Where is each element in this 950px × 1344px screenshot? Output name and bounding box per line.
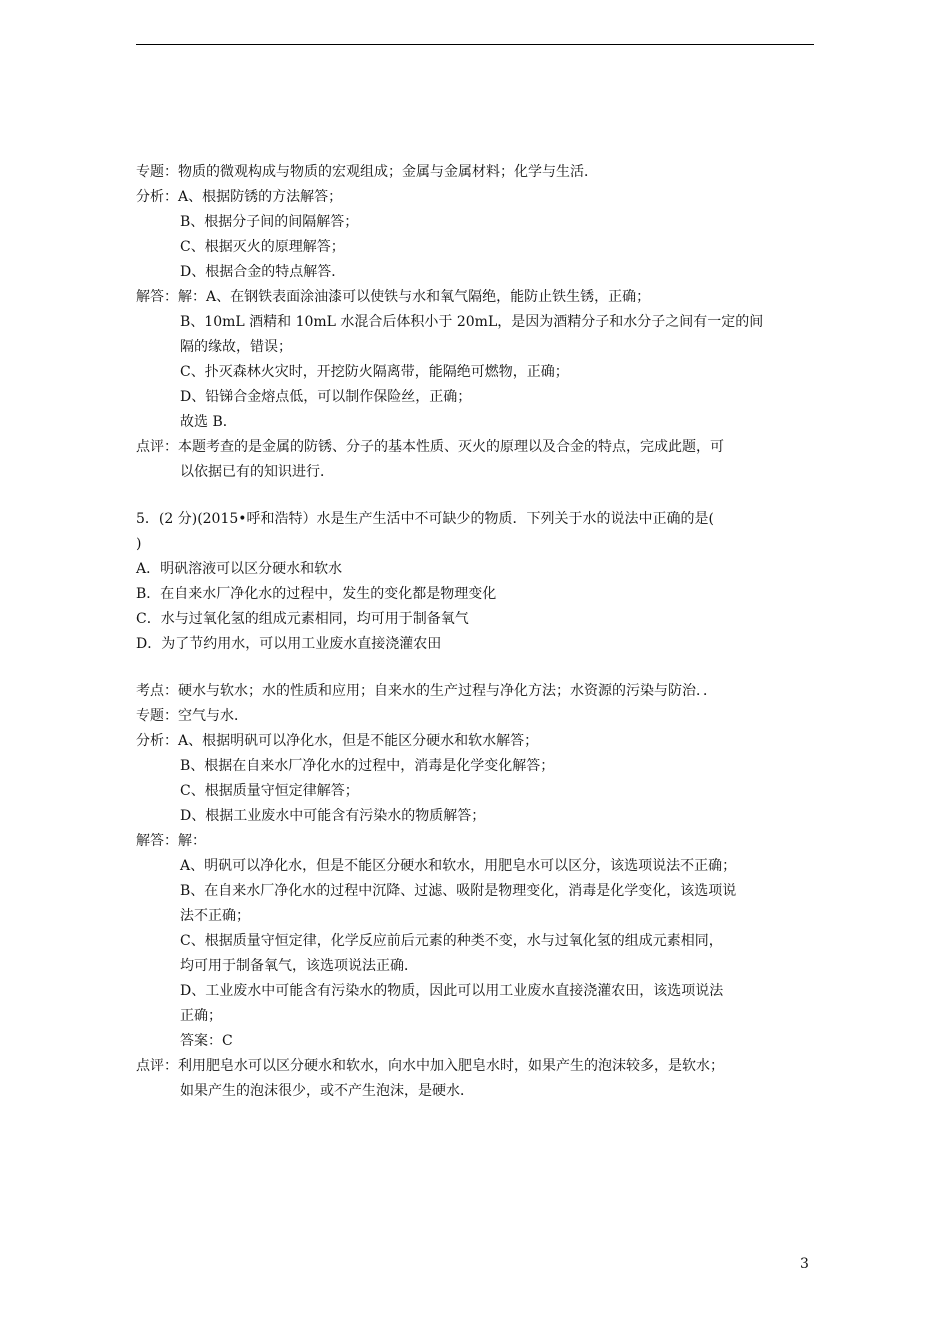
answer-line: 均可用于制备氧气，该选项说法正确． (180, 958, 418, 974)
analysis-line: D、根据合金的特点解答． (180, 264, 346, 280)
analysis-line: B、根据分子间的间隔解答； (180, 214, 359, 230)
answer-line: C、扑灭森林火灾时，开挖防火隔离带，能隔绝可燃物，正确； (180, 364, 569, 380)
answer-line: B、10mL 酒精和 10mL 水混合后体积小于 20mL，是因为酒精分子和水分子之间有一定的间 (180, 314, 764, 330)
answer-line: C、根据质量守恒定律，化学反应前后元素的种类不变，水与过氧化氢的组成元素相同， (180, 933, 723, 949)
analysis-line: B、根据在自来水厂净化水的过程中，消毒是化学变化解答； (180, 758, 555, 774)
topic-line: 专题：空气与水． (136, 708, 248, 724)
page-number: 3 (800, 1256, 809, 1272)
comment-line: 以依据已有的知识进行． (180, 464, 334, 480)
answer-line: 答案：C (180, 1033, 233, 1049)
analysis-line: D、根据工业废水中可能含有污染水的物质解答； (180, 808, 486, 824)
knowledge-point-line: 考点：硬水与软水；水的性质和应用；自来水的生产过程与净化方法；水资源的污染与防治．． (136, 683, 717, 699)
answer-line: 故选 B． (180, 414, 237, 430)
option-c: C．水与过氧化氢的组成元素相同，均可用于制备氧气 (136, 611, 469, 627)
answer-line: 正确； (180, 1008, 222, 1024)
header-rule (136, 44, 814, 45)
answer-line: 隔的缘故，错误； (180, 339, 292, 355)
option-b: B．在自来水厂净化水的过程中，发生的变化都是物理变化 (136, 586, 497, 602)
answer-line: A、明矾可以净化水，但是不能区分硬水和软水，用肥皂水可以区分，该选项说法不正确； (180, 858, 737, 874)
answer-line: B、在自来水厂净化水的过程中沉降、过滤、吸附是物理变化，消毒是化学变化，该选项说 (180, 883, 737, 899)
comment-line: 点评：利用肥皂水可以区分硬水和软水，向水中加入肥皂水时，如果产生的泡沫较多，是软水； (136, 1058, 724, 1074)
option-d: D．为了节约用水，可以用工业废水直接浇灌农田 (136, 636, 442, 652)
answer-line: 法不正确； (180, 908, 250, 924)
comment-line: 点评：本题考查的是金属的防锈、分子的基本性质、灭火的原理以及合金的特点，完成此题，可 (136, 439, 724, 455)
answer-line: D、铅锑合金熔点低，可以制作保险丝，正确； (180, 389, 472, 405)
analysis-line: C、根据质量守恒定律解答； (180, 783, 359, 799)
question-5-stem: 5．(2 分)(2015•呼和浩特）水是生产生活中不可缺少的物质．下列关于水的说法中正确的是( (136, 511, 714, 527)
analysis-line: 分析：A、根据防锈的方法解答； (136, 189, 343, 205)
option-a: A．明矾溶液可以区分硬水和软水 (136, 561, 343, 577)
answer-line: D、工业废水中可能含有污染水的物质，因此可以用工业废水直接浇灌农田，该选项说法 (180, 983, 724, 999)
question-5-stem-close: ) (136, 536, 142, 552)
analysis-line: 分析：A、根据明矾可以净化水，但是不能区分硬水和软水解答； (136, 733, 539, 749)
answer-line: 解答：解：A、在钢铁表面涂油漆可以使铁与水和氧气隔绝，能防止铁生锈，正确； (136, 289, 651, 305)
comment-line: 如果产生的泡沫很少，或不产生泡沫，是硬水． (180, 1083, 474, 1099)
topic-line: 专题：物质的微观构成与物质的宏观组成；金属与金属材料；化学与生活． (136, 164, 598, 180)
answer-line: 解答：解： (136, 833, 206, 849)
previous-question-solution (136, 160, 816, 1104)
analysis-line: C、根据灭火的原理解答； (180, 239, 345, 255)
